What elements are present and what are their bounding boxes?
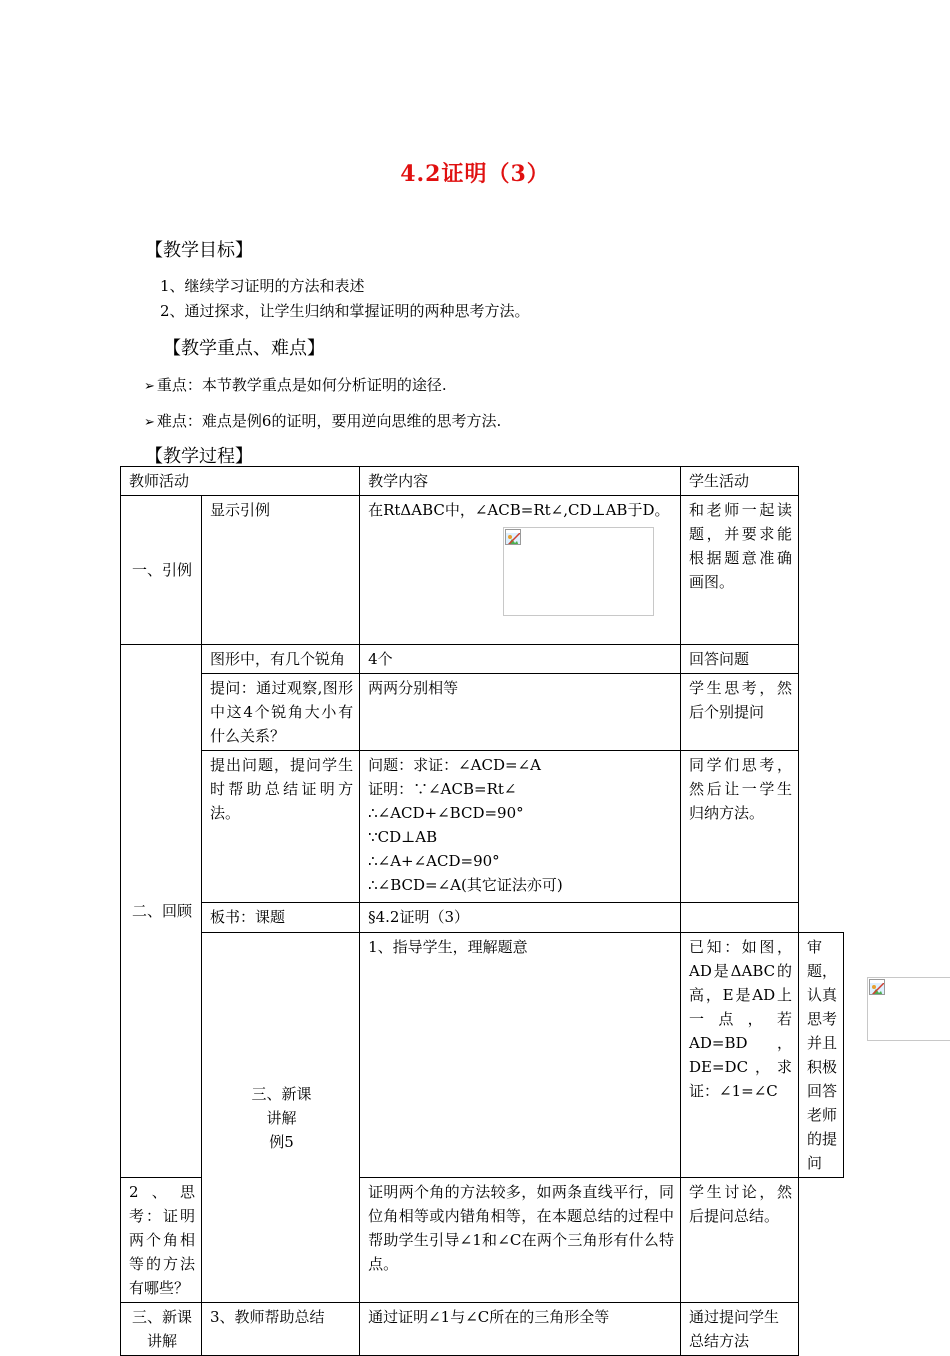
key-point-item-1 — [144, 374, 447, 395]
table-row — [121, 1303, 844, 1356]
broken-image-icon — [869, 979, 885, 995]
student-cell: 学生讨论，然后提问总结。 — [681, 1178, 799, 1303]
broken-image-icon — [505, 529, 521, 545]
student-cell: 学生思考，然后个别提问 — [681, 674, 799, 751]
student-cell: 通过提问学生总结方法 — [681, 1303, 799, 1356]
table-row — [121, 751, 844, 903]
header-content: 教学内容 — [360, 467, 681, 496]
student-cell — [681, 903, 799, 933]
table-row — [121, 496, 844, 645]
teacher-cell: 图形中，有几个锐角 — [201, 645, 359, 674]
content-text: 在RtΔABC中，∠ACB=Rt∠,CD⊥AB于D。 — [368, 501, 670, 519]
key-point-item-2 — [144, 410, 501, 431]
content-cell: 证明两个角的方法较多，如两条直线平行，同位角相等或内错角相等，在本题总结的过程中帮助学生引导∠1和∠C在两个三角形有什么特点。 — [360, 1178, 681, 1303]
objectives-heading: 【教学目标】 — [145, 240, 253, 261]
figure-image-placeholder — [503, 527, 654, 616]
stage-label: 二、回顾 — [121, 645, 202, 1178]
stage-label: 三、新课 讲解 — [121, 1303, 202, 1356]
header-teacher: 教师活动 — [121, 467, 360, 496]
key-point-text: 难点：难点是例6的证明，要用逆向思维的思考方法. — [156, 412, 502, 430]
content-cell: 通过证明∠1与∠C所在的三角形全等 — [360, 1303, 681, 1356]
key-point-text: 重点：本节教学重点是如何分析证明的途径. — [156, 376, 447, 394]
stage-label: 三、新课 讲解 例5 — [201, 933, 359, 1303]
content-cell — [681, 933, 799, 1178]
objective-item-2: 2、通过探求，让学生归纳和掌握证明的两种思考方法。 — [160, 302, 530, 320]
header-student: 学生活动 — [681, 467, 799, 496]
table-row — [121, 903, 844, 933]
key-points-heading: 【教学重点、难点】 — [163, 338, 325, 359]
content-cell: 4个 — [360, 645, 681, 674]
student-cell: 审题，认真思考并且积极回答老师的提问 — [799, 933, 844, 1178]
table-row — [121, 933, 844, 1178]
objective-item-1: 1、继续学习证明的方法和表述 — [160, 277, 365, 295]
student-cell: 和老师一起读题，并要求能根据题意准确画图。 — [681, 496, 799, 645]
figure-image-placeholder — [867, 977, 950, 1041]
teacher-cell: 显示引例 — [201, 496, 359, 645]
arrow-bullet-icon: ➢ — [144, 415, 155, 430]
content-text: 已知：如图，AD是ΔABC的高，E是AD上一点，若AD=BD，DE=DC，求证：∠1=∠C — [689, 938, 792, 1100]
process-heading: 【教学过程】 — [145, 446, 253, 467]
teacher-cell: 板书：课题 — [201, 903, 359, 933]
teacher-cell: 3、教师帮助总结 — [201, 1303, 359, 1356]
teacher-cell: 2、思考：证明两个角相等的方法有哪些？ — [121, 1178, 202, 1303]
teacher-cell: 提出问题，提问学生时帮助总结证明方法。 — [201, 751, 359, 903]
content-cell: 问题：求证：∠ACD=∠A 证明：∵∠ACB=Rt∠ ∴∠ACD+∠BCD=90° ∵CD⊥AB ∴∠A+∠ACD=90° ∴∠BCD=∠A(其它证法亦可) — [360, 751, 681, 903]
process-table — [120, 466, 844, 1356]
stage-label: 一、引例 — [121, 496, 202, 645]
content-cell: 两两分别相等 — [360, 674, 681, 751]
page-title: 4.2证明（3） — [400, 161, 550, 187]
student-cell: 回答问题 — [681, 645, 799, 674]
teacher-cell: 提问：通过观察,图形中这4个锐角大小有什么关系？ — [201, 674, 359, 751]
arrow-bullet-icon: ➢ — [144, 379, 155, 394]
content-cell — [360, 496, 681, 645]
teacher-cell: 1、指导学生，理解题意 — [360, 933, 681, 1178]
table-row — [121, 645, 844, 674]
student-cell: 同学们思考，然后让一学生归纳方法。 — [681, 751, 799, 903]
table-row — [121, 674, 844, 751]
content-cell: §4.2证明（3） — [360, 903, 681, 933]
table-header-row — [121, 467, 844, 496]
